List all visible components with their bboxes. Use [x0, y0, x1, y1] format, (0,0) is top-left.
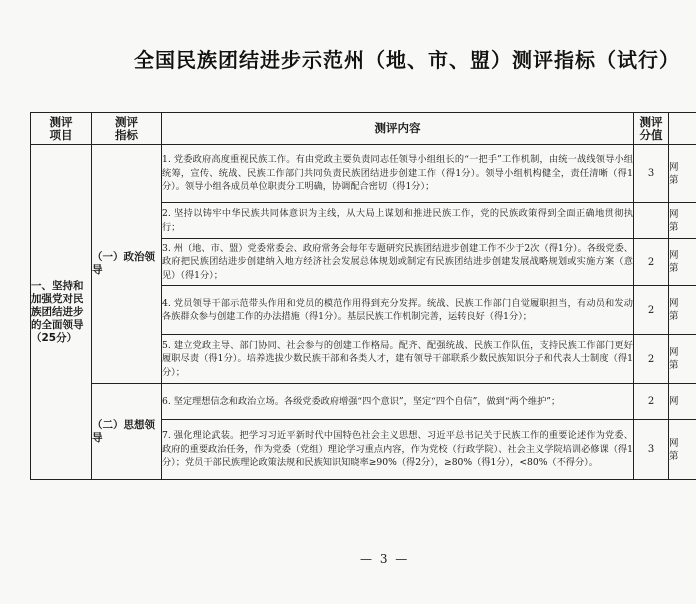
category-cell: 一、坚持和加强党对民族团结进步的全面领导（25分） — [31, 145, 92, 480]
row-content: 7. 强化理论武装。把学习习近平新时代中国特色社会主义思想、习近平总书记关于民族工作的重要论述作为党委、政府的重要政治任务，作为党委（党组）理论学习重点内容，作为党校（行政学院）、社会主义学院培训必修课（得1分）；党员干部民族理论政策法规和民族知识知晓率≥90%（得2分），≥80%（得1分），<80%（不得分）。 — [162, 420, 634, 480]
row-score: 2 — [634, 335, 669, 384]
header-indicator: 测评 指标 — [92, 113, 162, 145]
table-row — [31, 145, 696, 203]
row-method: 网 第 — [669, 239, 696, 286]
row-score — [634, 203, 669, 239]
row-content: 5. 建立党政主导、部门协同、社会参与的创建工作格局。配齐、配强统战、民族工作队伍，支持民族工作部门更好履职尽责（得1分）。培养选拔少数民族干部和各类人才，建有领导干部联系少数民族知识分子和代表人士制度（得1分）； — [162, 335, 634, 384]
row-method: 网 第 — [669, 145, 696, 203]
row-method: 网 第 — [669, 286, 696, 335]
page-number: — 3 — — [360, 552, 410, 566]
subcategory-ideological: （二）思想领导 — [92, 384, 162, 480]
row-score: 3 — [634, 145, 669, 203]
page-title: 全国民族团结进步示范州（地、市、盟）测评指标（试行） — [134, 48, 680, 72]
row-content: 6. 坚定理想信念和政治立场。各级党委政府增强“四个意识”，坚定“四个自信”，做到“两个维护”； — [162, 384, 634, 420]
row-content: 1. 党委政府高度重视民族工作。有由党政主要负责同志任领导小组组长的“一把手”工作机制，由统一战线领导小组统筹，宣传、统战、民族工作部门共同负责民族团结进步创建工作（得1分）。领导小组机构健全，责任清晰（得1分）。领导小组各成员单位职责分工明确，协调配合密切（得1分）； — [162, 145, 634, 203]
subcategory-political: （一）政治领导 — [92, 145, 162, 384]
header-score: 测评 分值 — [634, 113, 669, 145]
row-score: 3 — [634, 420, 669, 480]
evaluation-table — [30, 112, 696, 480]
row-content: 3. 州（地、市、盟）党委常委会、政府常务会每年专题研究民族团结进步创建工作不少于2次（得1分）。各级党委、政府把民族团结进步创建纳入地方经济社会发展总体规划或制定有民族团结进步创建发展战略规划或实施方案（意见）（得1分）； — [162, 239, 634, 286]
row-method: 网 第 — [669, 420, 696, 480]
header-content: 测评内容 — [162, 113, 634, 145]
row-score: 2 — [634, 286, 669, 335]
row-method: 网 第 — [669, 203, 696, 239]
header-method — [669, 113, 696, 145]
header-project: 测评 项目 — [31, 113, 92, 145]
table-row — [31, 384, 696, 420]
table-header-row — [31, 113, 696, 145]
row-content: 2. 坚持以铸牢中华民族共同体意识为主线，从大局上谋划和推进民族工作，党的民族政策得到全面正确地贯彻执行； — [162, 203, 634, 239]
row-score: 2 — [634, 384, 669, 420]
row-score: 2 — [634, 239, 669, 286]
row-method: 网 — [669, 384, 696, 420]
row-method: 网 第 — [669, 335, 696, 384]
row-content: 4. 党员领导干部示范带头作用和党员的模范作用得到充分发挥。统战、民族工作部门自觉履职担当，有动员和发动各族群众参与创建工作的办法措施（得1分）。基层民族工作机制完善，运转良好（得1分）； — [162, 286, 634, 335]
